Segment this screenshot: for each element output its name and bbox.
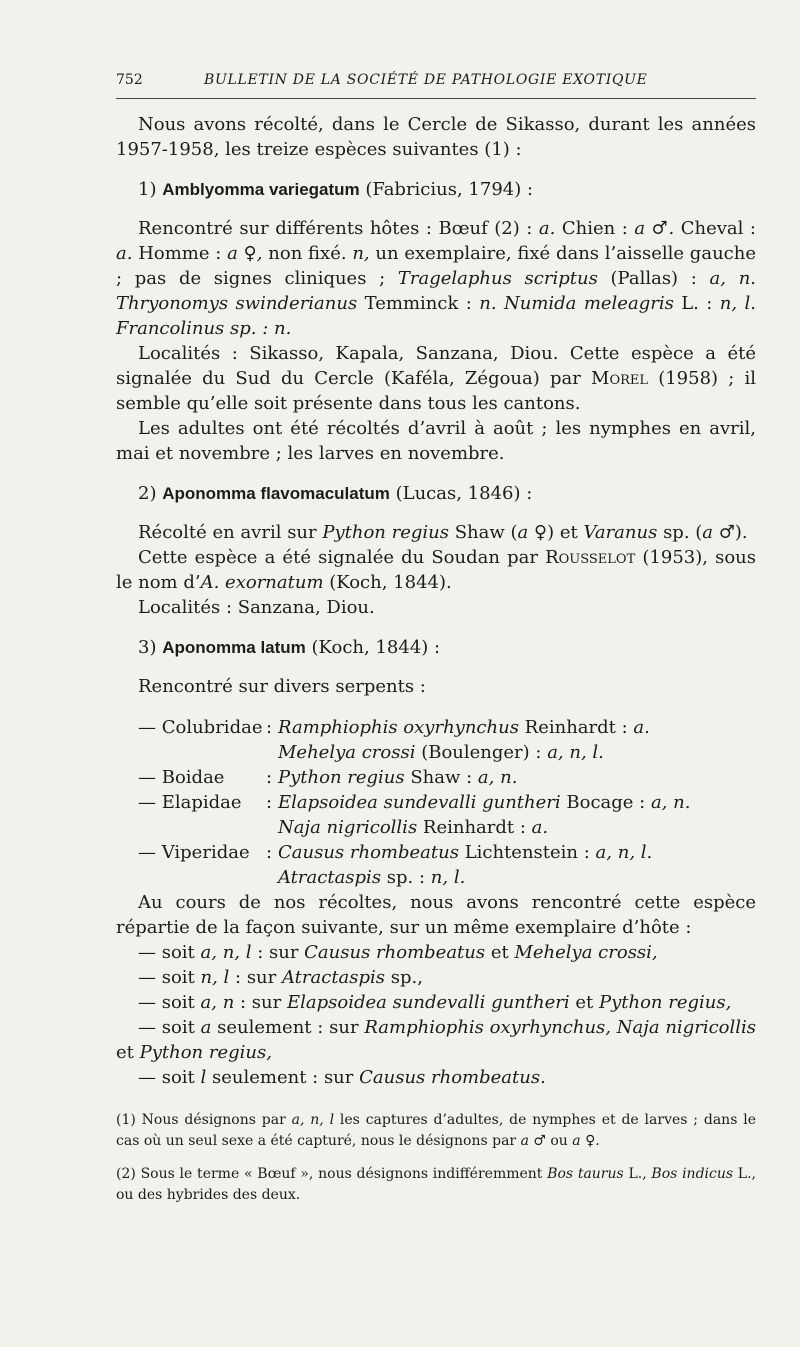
species-1-seasonality: Les adultes ont été récoltés d’avril à août ; les nymphes en avril, mai et novembre ; les larves en novembre. — [116, 418, 756, 464]
intro-paragraph: Nous avons récolté, dans le Cercle de Sikasso, durant les années 1957-1958, les treize espèces suivantes (1) : — [116, 114, 756, 160]
distribution-item: — soit l seulement : sur Causus rhombeatus. — [138, 1067, 546, 1088]
distribution-item: — soit a, n, l : sur Causus rhombeatus et Mehelya crossi, — [138, 942, 658, 963]
species-2-localities: Localités : Sanzana, Diou. — [138, 597, 375, 618]
host-row: — Boidae : Python regius Shaw : a, n. — [138, 767, 518, 788]
journal-title: BULLETIN DE LA SOCIÉTÉ DE PATHOLOGIE EXOTIQUE — [204, 72, 648, 88]
species-1-hosts: Rencontré sur différents hôtes : Bœuf (2) : a. Chien : a ♂. Cheval : a. Homme : a ♀, non fixé. n, un exemplaire, fixé dans l’aisselle gauche ; pas de signes cliniques ; Tragelaphus scriptus (Pallas) : a, n. Thryonomys swinderianus Temminck : n. Numida meleagris L. : n, l. Francolinus sp. : n. — [116, 218, 757, 339]
species-3-intro: Rencontré sur divers serpents : — [138, 676, 426, 697]
header-rule — [116, 98, 756, 99]
species-2-reported: Cette espèce a été signalée du Soudan par Rousselot (1953), sous le nom d’A. exornatum (Koch, 1844). — [116, 547, 756, 593]
host-row: — Elapidae : Elapsoidea sundevalli guntheri Bocage : a, n. — [138, 792, 691, 813]
host-row: Naja nigricollis Reinhardt : a. — [278, 817, 549, 838]
species-3-distribution: Au cours de nos récoltes, nous avons rencontré cette espèce répartie de la façon suivante, sur un même exemplaire d’hôte : — [116, 892, 756, 938]
page-number: 752 — [116, 72, 143, 88]
species-heading-3: 3) Aponomma latum (Koch, 1844) : — [138, 637, 441, 658]
host-row: Atractaspis sp. : n, l. — [278, 867, 466, 888]
distribution-item: — soit a, n : sur Elapsoidea sundevalli guntheri et Python regius, — [138, 992, 732, 1013]
footnote-2: (2) Sous le terme « Bœuf », nous désignons indifféremment Bos taurus L., Bos indicus L., ou des hybrides des deux. — [116, 1166, 757, 1203]
species-heading-2: 2) Aponomma flavomaculatum (Lucas, 1846) : — [138, 483, 533, 504]
host-row: Mehelya crossi (Boulenger) : a, n, l. — [278, 742, 604, 763]
species-1-localities: Localités : Sikasso, Kapala, Sanzana, Diou. Cette espèce a été signalée du Sud du Cercle (Kaféla, Zégoua) par Morel (1958) ; il semble qu’elle soit présente dans tous les cantons. — [116, 343, 756, 414]
footnote-1: (1) Nous désignons par a, n, l les captures d’adultes, de nymphes et de larves ; dans le cas où un seul sexe a été capturé, nous le désignons par a ♂ ou a ♀. — [116, 1112, 756, 1149]
species-2-collected: Récolté en avril sur Python regius Shaw (a ♀) et Varanus sp. (a ♂). — [138, 522, 748, 543]
main-text — [116, 112, 756, 1206]
distribution-item: — soit n, l : sur Atractaspis sp., — [138, 967, 423, 988]
host-row: — Viperidae : Causus rhombeatus Lichtenstein : a, n, l. — [138, 842, 653, 863]
distribution-item: — soit a seulement : sur Ramphiophis oxyrhynchus, Naja nigricollis et Python regius, — [116, 1017, 756, 1063]
species-heading-1: 1) Amblyomma variegatum (Fabricius, 1794) : — [138, 179, 534, 200]
host-row: — Colubridae : Ramphiophis oxyrhynchus Reinhardt : a. — [138, 717, 650, 738]
host-table — [116, 715, 756, 890]
